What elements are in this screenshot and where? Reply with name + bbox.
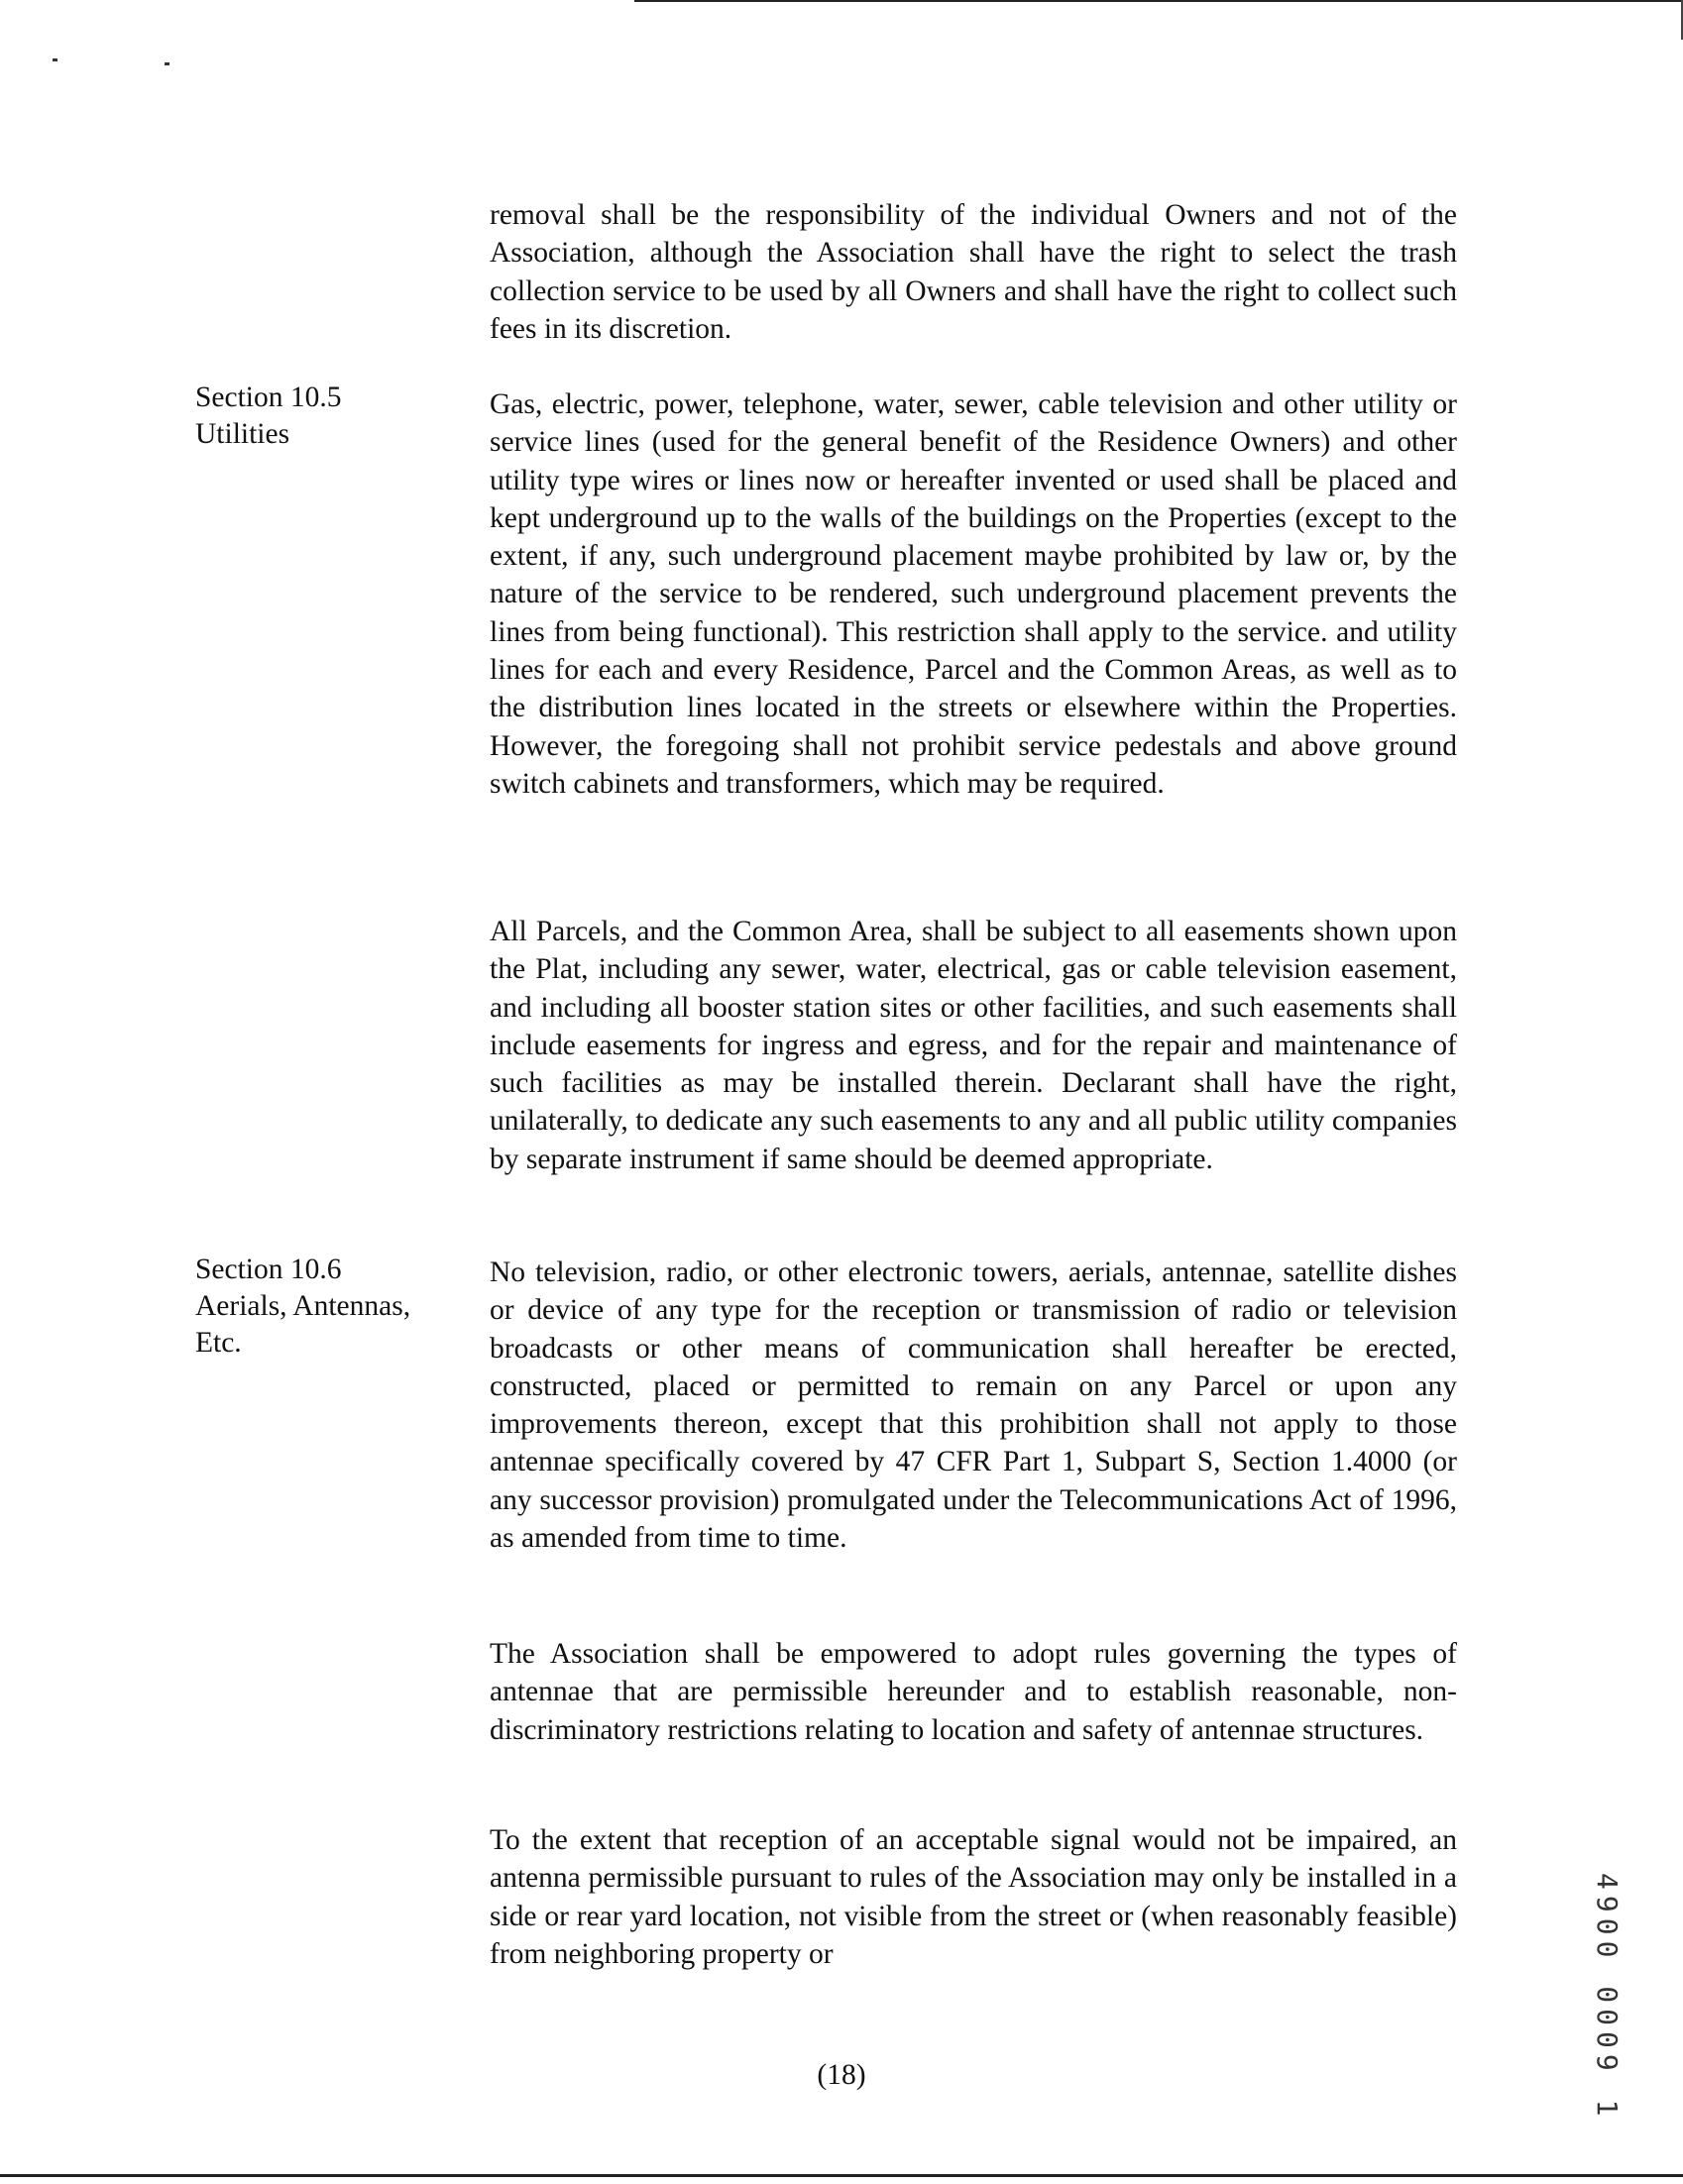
scan-speck: [165, 62, 169, 65]
antennas-paragraph-1: No television, radio, or other electronic towers, aerials, antennae, satellite dishes or device of any type for the reception or transmission of radio or television broadcasts or other means of communication shall hereafter be erected, constructed, placed or permitted to remain on any Parcel or upon any improvements thereon, except that this prohibition shall not apply to those antennae specifically covered by 47 CFR Part 1, Subpart S, Section 1.4000 (or any successor provision) promulgated under the Telecommunications Act of 1996, as amended from time to time.: [490, 1256, 1457, 1555]
utilities-paragraph-1: Gas, electric, power, telephone, water, sewer, cable television and other utility or service lines (used for the general benefit of the Residence Owners) and other utility type wires or lines now or hereafter invented or used shall be placed and kept underground up to the walls of the buildings on the Properties (except to the extent, if any, such underground placement maybe prohibited by law or, by the nature of the service to be rendered, such underground placement prevents the lines from being functional). This restriction shall apply to the service. and utility lines for each and every Residence, Parcel and the Common Areas, as well as to the distribution lines located in the streets or elsewhere within the Properties. However, the foregoing shall not prohibit service pedestals and above ground switch cabinets and transformers, which may be required.: [490, 388, 1457, 800]
antennas-paragraph-2: The Association shall be empowered to adopt rules governing the types of antennae that are permissible hereunder and to establish reasonable, non-discriminatory restrictions relating to location and safety of antennae structures.: [490, 1638, 1457, 1746]
side-stamp: 4900 0009 1: [1591, 1873, 1624, 2123]
section-title: Aerials, Antennas,: [195, 1290, 411, 1322]
section-title: Etc.: [195, 1327, 242, 1359]
bottom-scan-border: [0, 2174, 1683, 2177]
utilities-paragraph-2: All Parcels, and the Common Area, shall be subject to all easements shown upon the Plat, including any sewer, water, electrical, gas or cable television easement, and including all booster station sites or other facilities, and such easements shall include easements for ingress and egress, and for the repair and maintenance of such facilities as may be installed therein. Declarant shall have the right, unilaterally, to dedicate any such easements to any and all public utility companies by separate instrument if same should be deemed appropriate.: [490, 916, 1457, 1175]
section-10-6-heading: [195, 1252, 453, 1362]
continuation-paragraph: removal shall be the responsibility of the individual Owners and not of the Association, although the Association shall have the right to select the trash collection service to be used by all Owners and shall have the right to collect such fees in its discretion.: [490, 199, 1457, 345]
section-number: Section 10.6: [195, 1254, 342, 1285]
section-number: Section 10.5: [195, 382, 342, 413]
antennas-paragraph-3: To the extent that reception of an acceptable signal would not be impaired, an antenna permissible pursuant to rules of the Association may only be installed in a side or rear yard location, not visible from the street or (when reasonably feasible) from neighboring property or: [490, 1824, 1457, 1970]
top-scan-border: [634, 0, 1683, 2]
scan-speck: [53, 58, 57, 61]
section-10-5-heading: [195, 380, 453, 453]
section-title: Utilities: [195, 418, 290, 450]
page-number: (18): [817, 2059, 866, 2091]
